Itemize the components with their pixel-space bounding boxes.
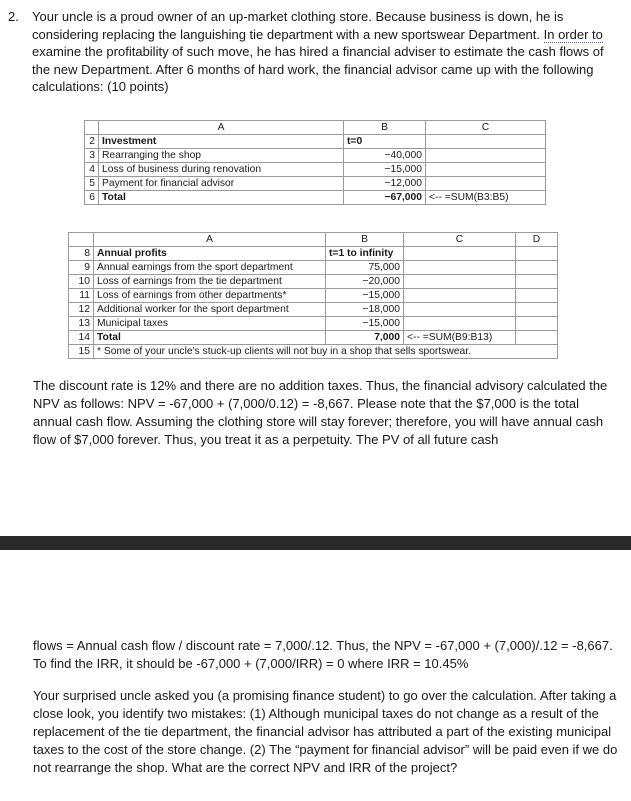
- table-row: [69, 247, 558, 261]
- column-header-row: [85, 121, 546, 135]
- row-note: [404, 275, 516, 289]
- row-label: Loss of earnings from other departments*: [94, 289, 326, 303]
- row-number: 15: [69, 345, 94, 359]
- table-row: [69, 289, 558, 303]
- row-label: Loss of business during renovation: [99, 163, 344, 177]
- empty-cell: [516, 275, 558, 289]
- row-value: −20,000: [326, 275, 404, 289]
- row-value: −12,000: [344, 177, 426, 191]
- row-number: 3: [85, 149, 99, 163]
- row-label: Annual profits: [94, 247, 326, 261]
- table-row: [69, 345, 558, 359]
- column-header-b: B: [326, 233, 404, 247]
- question-number: 2.: [8, 9, 19, 24]
- spreadsheet-investment: [84, 120, 546, 205]
- page-divider-bar: [0, 536, 631, 550]
- row-note: <-- =SUM(B9:B13): [404, 331, 516, 345]
- row-label: Investment: [99, 135, 344, 149]
- table-row: [69, 303, 558, 317]
- column-header-d: D: [516, 233, 558, 247]
- table-row: [69, 331, 558, 345]
- question-text-part1: Your uncle is a proud owner of an up-market clothing store. Because business is down, he is considering replacing the languishing tie department with a new sportswear Department.: [32, 9, 564, 42]
- column-header-c: C: [426, 121, 546, 135]
- paragraph-npv-explanation: The discount rate is 12% and there are no addition taxes. Thus, the financial advisory calculated the NPV as follows: NPV = -67,000 + (7,000/0.12) = -8,667. Please note that the $7,000 is the total annual cash flow. Assuming the clothing store will stay forever; therefore, you will have annual cash flow of $7,000 forever. Thus, you treat it as a perpetuity. The PV of all future cash: [33, 378, 608, 447]
- row-note: [426, 149, 546, 163]
- row-note: [404, 317, 516, 331]
- row-number: 10: [69, 275, 94, 289]
- row-note: [404, 289, 516, 303]
- table-row: [69, 261, 558, 275]
- row-label: Payment for financial advisor: [99, 177, 344, 191]
- corner-cell: [69, 233, 94, 247]
- row-value: 7,000: [326, 331, 404, 345]
- empty-cell: [516, 303, 558, 317]
- row-note: <-- =SUM(B3:B5): [426, 191, 546, 205]
- column-header-a: A: [94, 233, 326, 247]
- grammar-flag-in-order-to[interactable]: In order to: [543, 26, 603, 42]
- row-note: [404, 303, 516, 317]
- row-value: t=1 to infinity: [326, 247, 404, 261]
- row-value: t=0: [344, 135, 426, 149]
- row-note: [404, 261, 516, 275]
- row-label: Municipal taxes: [94, 317, 326, 331]
- row-value: −40,000: [344, 149, 426, 163]
- row-label: Annual earnings from the sport department: [94, 261, 326, 275]
- row-note: [426, 177, 546, 191]
- table-row: [69, 275, 558, 289]
- row-label: Total: [94, 331, 326, 345]
- row-number: 5: [85, 177, 99, 191]
- row-number: 14: [69, 331, 94, 345]
- row-number: 12: [69, 303, 94, 317]
- row-number: 11: [69, 289, 94, 303]
- empty-cell: [516, 317, 558, 331]
- row-note: [404, 247, 516, 261]
- row-number: 9: [69, 261, 94, 275]
- column-header-a: A: [99, 121, 344, 135]
- row-number: 2: [85, 135, 99, 149]
- row-value: −15,000: [326, 317, 404, 331]
- table-row: [85, 191, 546, 205]
- empty-cell: [516, 331, 558, 345]
- row-label: Loss of earnings from the tie department: [94, 275, 326, 289]
- empty-cell: [516, 261, 558, 275]
- row-label: Rearranging the shop: [99, 149, 344, 163]
- row-number: 6: [85, 191, 99, 205]
- table-row: [85, 177, 546, 191]
- row-label: Additional worker for the sport department: [94, 303, 326, 317]
- question-intro: [8, 8, 608, 94]
- table-row: [85, 163, 546, 177]
- spreadsheet-annual-profits: [68, 232, 558, 359]
- row-number: 4: [85, 163, 99, 177]
- empty-cell: [516, 247, 558, 261]
- row-number: 8: [69, 247, 94, 261]
- column-header-c: C: [404, 233, 516, 247]
- row-value: −15,000: [326, 289, 404, 303]
- row-number: 13: [69, 317, 94, 331]
- footnote: * Some of your uncle's stuck-up clients will not buy in a shop that sells sportswear.: [94, 345, 558, 359]
- row-value: −67,000: [344, 191, 426, 205]
- table-row: [85, 149, 546, 163]
- row-label: Total: [99, 191, 344, 205]
- question-text: [32, 8, 607, 96]
- table-row: [69, 317, 558, 331]
- row-value: −15,000: [344, 163, 426, 177]
- empty-cell: [516, 289, 558, 303]
- question-text-part2: examine the profitability of such move, he has hired a financial adviser to estimate the cash flows of the new Department. After 6 months of hard work, the financial advisor came up with the following calculations: (10 points): [32, 44, 604, 94]
- paragraph-irr: flows = Annual cash flow / discount rate = 7,000/.12. Thus, the NPV = -67,000 + (7,000)/.12 = -8,667. To find the IRR, it should be -67,000 + (7,000/IRR) = 0 where IRR = 10.45%: [33, 638, 613, 671]
- column-header-row: [69, 233, 558, 247]
- row-note: [426, 163, 546, 177]
- column-header-b: B: [344, 121, 426, 135]
- table-row: [85, 135, 546, 149]
- corner-cell: [85, 121, 99, 135]
- row-value: −18,000: [326, 303, 404, 317]
- row-value: 75,000: [326, 261, 404, 275]
- paragraph-question: Your surprised uncle asked you (a promising finance student) to go over the calculation. After taking a close look, you identify two mistakes: (1) Although municipal taxes do not change as a result of the replacement of the tie department, the financial advisor has attributed a part of the existing municipal taxes to the cost of the store change. (2) The “payment for financial advisor” will be paid even if we do not rearrange the shop. What are the correct NPV and IRR of the project?: [33, 688, 618, 775]
- row-note: [426, 135, 546, 149]
